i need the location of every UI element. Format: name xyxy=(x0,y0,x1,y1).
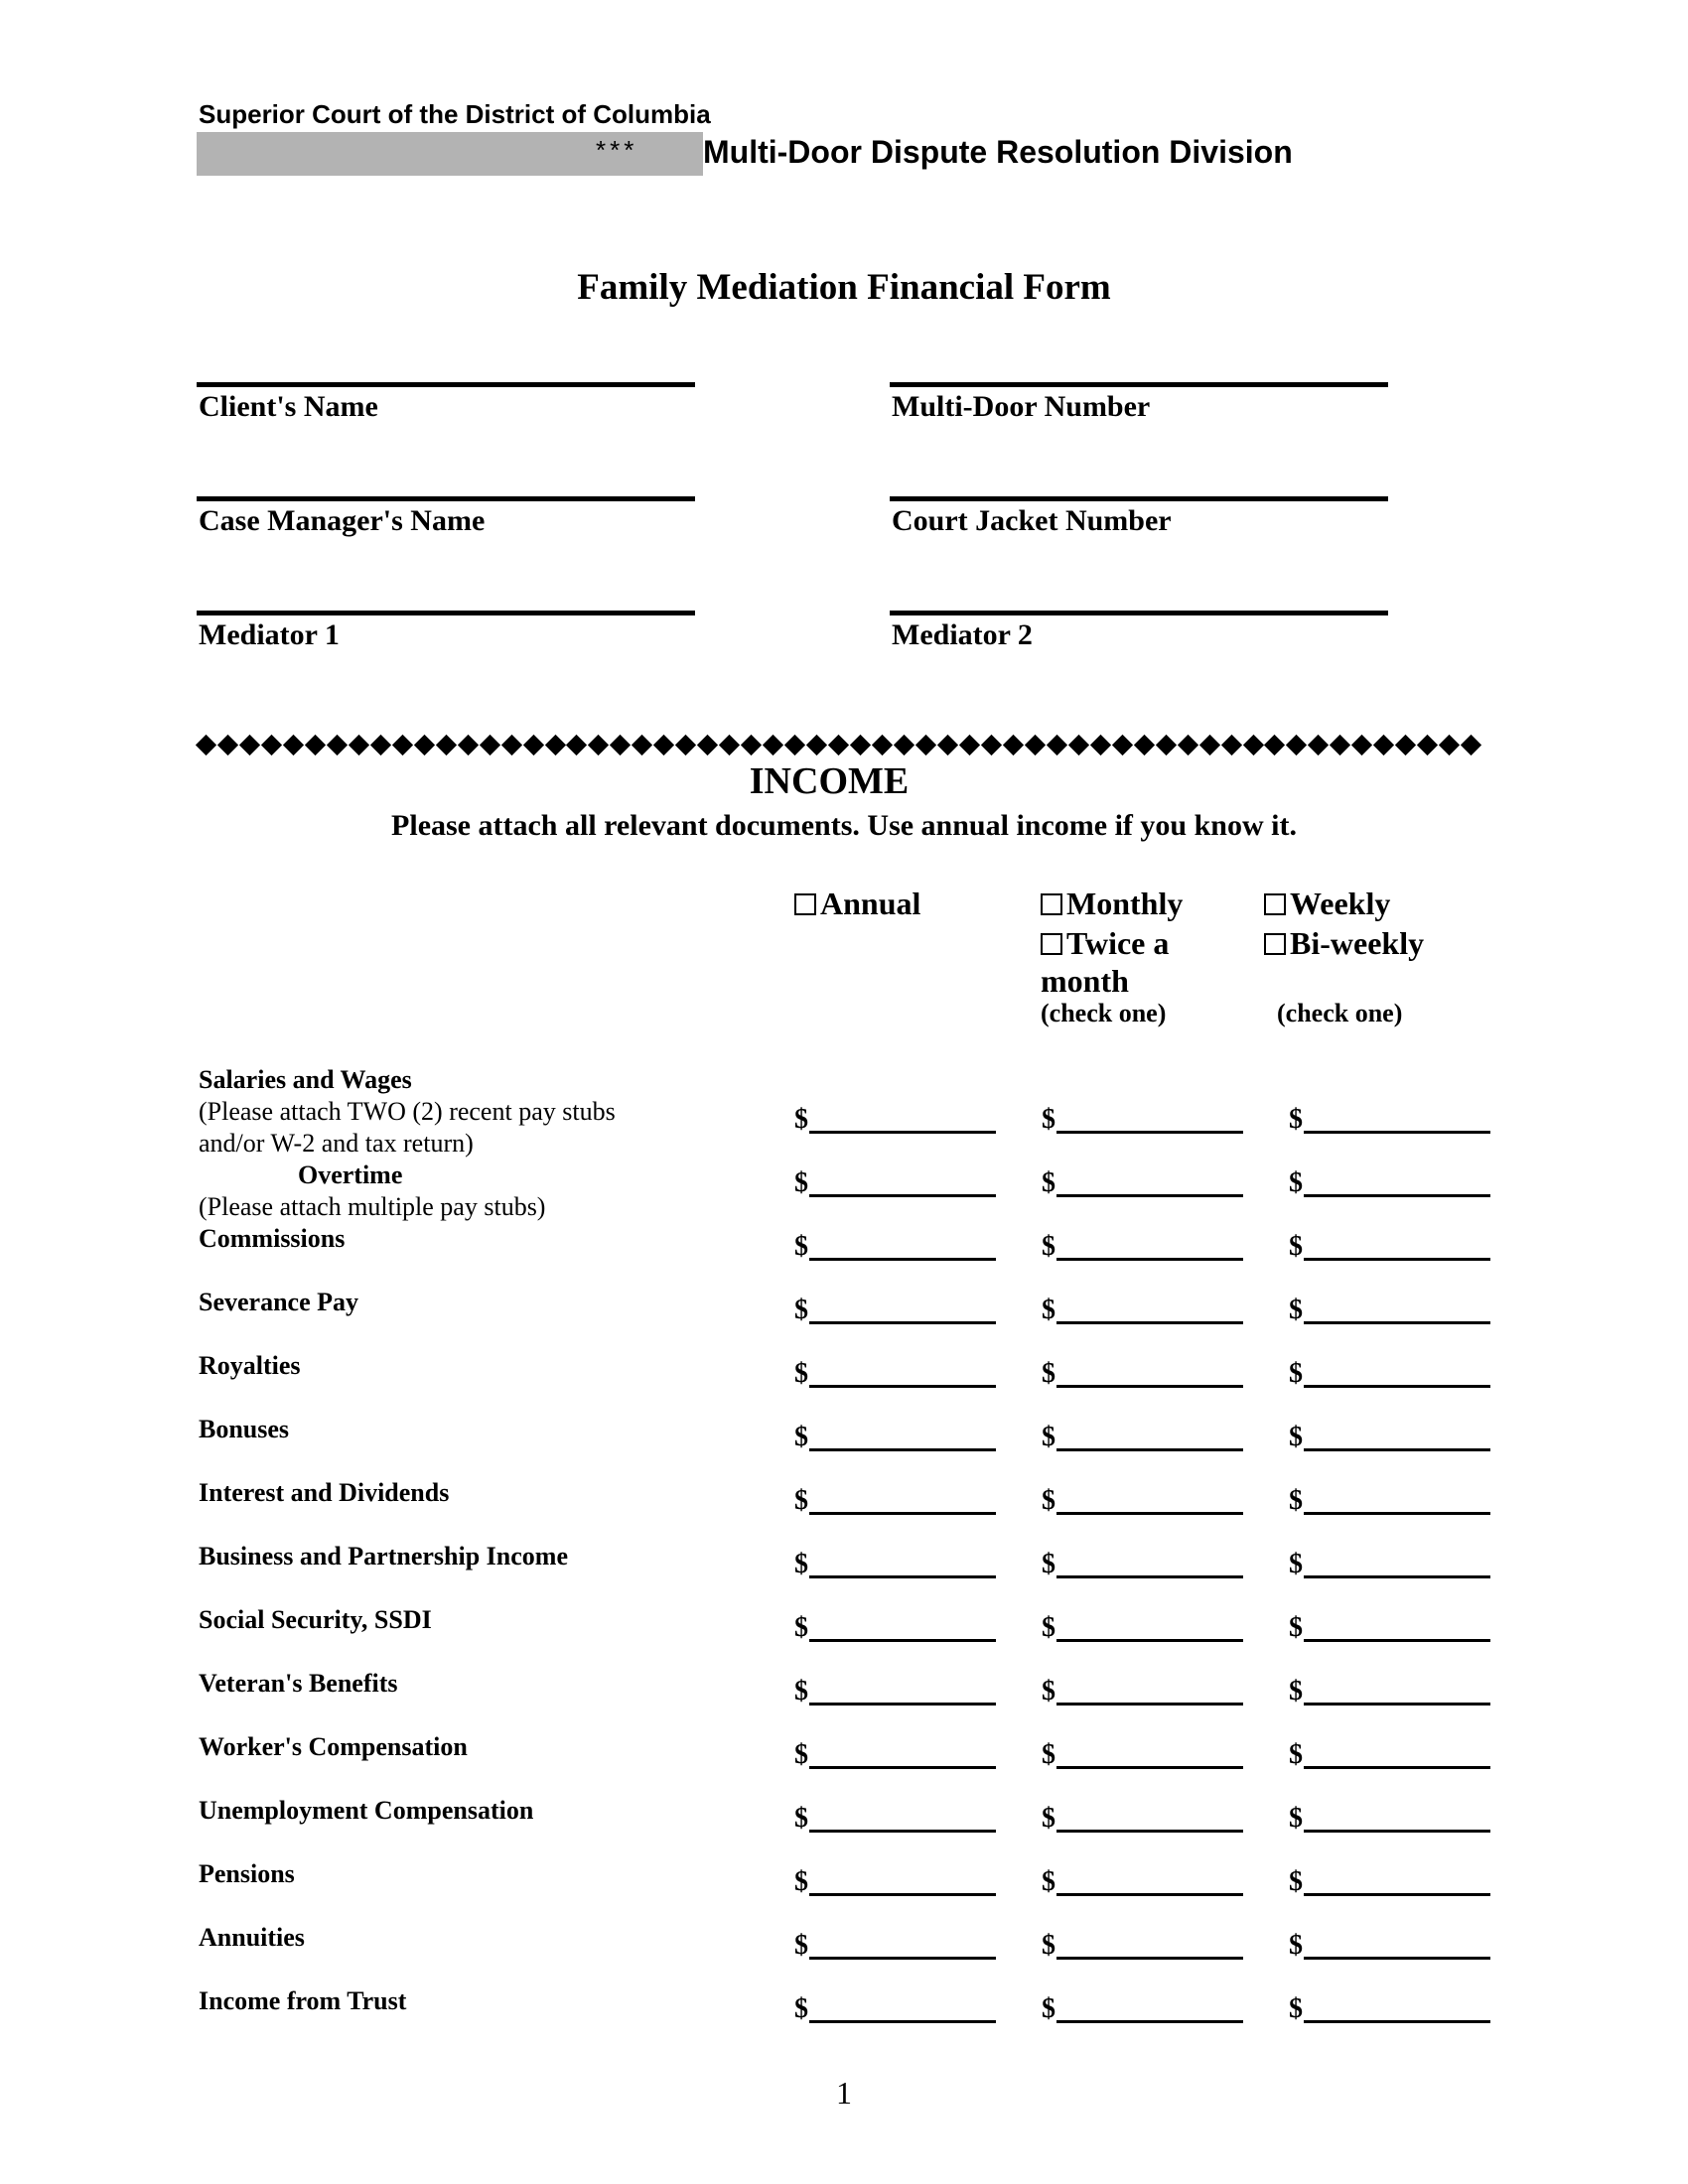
separator-diamond xyxy=(1308,734,1329,754)
annual-label: Annual xyxy=(820,886,921,921)
check-one-note: (check one) xyxy=(1277,999,1403,1027)
amount-underline[interactable] xyxy=(809,1575,996,1578)
amount-underline[interactable] xyxy=(809,1194,996,1197)
amount-underline[interactable] xyxy=(1056,2020,1243,2023)
amount-underline[interactable] xyxy=(809,1957,996,1960)
amount-underline[interactable] xyxy=(1304,2020,1490,2023)
separator-diamond xyxy=(1330,734,1350,754)
amount-underline[interactable] xyxy=(1304,1703,1490,1706)
separator-diamond xyxy=(283,734,304,754)
separator-diamond xyxy=(239,734,260,754)
dollar-sign: $ xyxy=(1289,1803,1303,1834)
row-label-veterans: Veteran's Benefits xyxy=(199,1669,398,1698)
separator-diamond xyxy=(1112,734,1133,754)
amount-underline[interactable] xyxy=(1056,1258,1243,1261)
dollar-sign: $ xyxy=(794,1930,808,1961)
separator-diamond xyxy=(653,734,674,754)
row-label-unemployment: Unemployment Compensation xyxy=(199,1796,534,1825)
separator-diamond xyxy=(566,734,587,754)
separator-diamond xyxy=(1417,734,1438,754)
amount-field-monthly-or-twice[interactable] xyxy=(1042,1418,1243,1451)
dollar-sign: $ xyxy=(1289,1358,1303,1389)
separator-diamond xyxy=(741,734,762,754)
row-label-pensions: Pensions xyxy=(199,1859,295,1888)
dollar-sign: $ xyxy=(794,1295,808,1325)
amount-field-weekly-or-biweekly[interactable] xyxy=(1289,1735,1490,1769)
case-manager-label: Case Manager's Name xyxy=(199,504,486,537)
row-note-salaries: and/or W-2 and tax return) xyxy=(199,1129,474,1158)
dollar-sign: $ xyxy=(794,1612,808,1643)
annual-option[interactable] xyxy=(794,884,920,923)
amount-underline[interactable] xyxy=(809,1321,996,1324)
separator-diamond xyxy=(392,734,413,754)
dollar-sign: $ xyxy=(1289,1549,1303,1579)
dollar-sign: $ xyxy=(794,1739,808,1770)
amount-field-annual[interactable] xyxy=(794,1862,996,1896)
dollar-sign: $ xyxy=(1289,1866,1303,1897)
amount-underline[interactable] xyxy=(1304,1893,1490,1896)
multi-door-number-line[interactable] xyxy=(890,382,1388,387)
dollar-sign: $ xyxy=(794,1231,808,1262)
separator-diamond xyxy=(305,734,326,754)
multi-door-number-label: Multi-Door Number xyxy=(892,390,1151,423)
separator-diamond xyxy=(1047,734,1067,754)
separator-diamond xyxy=(327,734,348,754)
separator-diamond xyxy=(436,734,457,754)
dollar-sign: $ xyxy=(1042,1167,1055,1198)
amount-underline[interactable] xyxy=(809,1131,996,1134)
amount-field-annual[interactable] xyxy=(794,1418,996,1451)
separator-diamond xyxy=(1025,734,1046,754)
separator-diamond xyxy=(1395,734,1416,754)
dollar-sign: $ xyxy=(1042,1739,1055,1770)
amount-field-monthly-or-twice[interactable] xyxy=(1042,1799,1243,1833)
mediator-2-line[interactable] xyxy=(890,611,1388,615)
monthly-label: Monthly xyxy=(1066,886,1184,921)
row-label-trust: Income from Trust xyxy=(199,1986,407,2015)
separator-diamond xyxy=(458,734,479,754)
separator-diamond xyxy=(544,734,565,754)
amount-underline[interactable] xyxy=(1304,1639,1490,1642)
amount-underline[interactable] xyxy=(1056,1703,1243,1706)
separator-diamond xyxy=(1264,734,1285,754)
row-label-social-security: Social Security, SSDI xyxy=(199,1605,432,1634)
amount-underline[interactable] xyxy=(809,1830,996,1833)
court-jacket-label: Court Jacket Number xyxy=(892,504,1172,537)
separator-diamond xyxy=(697,734,718,754)
amount-underline[interactable] xyxy=(1056,1448,1243,1451)
amount-underline[interactable] xyxy=(809,2020,996,2023)
separator-diamond xyxy=(588,734,609,754)
row-note-overtime: (Please attach multiple pay stubs) xyxy=(199,1192,546,1221)
row-label-workers-comp: Worker's Compensation xyxy=(199,1732,468,1761)
dollar-sign: $ xyxy=(1289,1422,1303,1452)
dollar-sign: $ xyxy=(794,1358,808,1389)
amount-field-weekly-or-biweekly[interactable] xyxy=(1289,1799,1490,1833)
dollar-sign: $ xyxy=(1042,1866,1055,1897)
page-number: 1 xyxy=(836,2075,852,2111)
amount-underline[interactable] xyxy=(809,1893,996,1896)
separator-diamond xyxy=(196,734,216,754)
separator-diamond xyxy=(1242,734,1263,754)
amount-field-weekly-or-biweekly[interactable] xyxy=(1289,1227,1490,1261)
separator-diamond xyxy=(872,734,893,754)
amount-field-monthly-or-twice[interactable] xyxy=(1042,1926,1243,1960)
separator-diamond xyxy=(828,734,849,754)
header-stars: *** xyxy=(596,135,638,165)
dollar-sign: $ xyxy=(1289,1676,1303,1706)
dollar-sign: $ xyxy=(1289,1485,1303,1516)
amount-underline[interactable] xyxy=(1056,1830,1243,1833)
amount-underline[interactable] xyxy=(1304,1194,1490,1197)
client-name-line[interactable] xyxy=(197,382,695,387)
dollar-sign: $ xyxy=(1289,1104,1303,1135)
amount-underline[interactable] xyxy=(1056,1194,1243,1197)
amount-underline[interactable] xyxy=(1056,1639,1243,1642)
amount-field-weekly-or-biweekly[interactable] xyxy=(1289,1163,1490,1197)
separator-diamond xyxy=(1156,734,1177,754)
dollar-sign: $ xyxy=(1289,1993,1303,2024)
dollar-sign: $ xyxy=(1042,1549,1055,1579)
amount-field-weekly-or-biweekly[interactable] xyxy=(1289,1100,1490,1134)
biweekly-checkbox[interactable] xyxy=(1264,933,1286,955)
weekly-checkbox[interactable] xyxy=(1264,893,1286,915)
separator-diamond xyxy=(261,734,282,754)
row-label-annuities: Annuities xyxy=(199,1923,305,1952)
amount-field-annual[interactable] xyxy=(794,1735,996,1769)
separator-diamond xyxy=(1134,734,1155,754)
separator-diamond xyxy=(479,734,499,754)
amount-field-weekly-or-biweekly[interactable] xyxy=(1289,1862,1490,1896)
amount-field-monthly-or-twice[interactable] xyxy=(1042,1227,1243,1261)
amount-field-monthly-or-twice[interactable] xyxy=(1042,1735,1243,1769)
dollar-sign: $ xyxy=(1289,1612,1303,1643)
separator-diamond xyxy=(894,734,914,754)
separator-diamond xyxy=(1068,734,1089,754)
amount-underline[interactable] xyxy=(809,1766,996,1769)
amount-field-annual[interactable] xyxy=(794,1354,996,1388)
dollar-sign: $ xyxy=(794,1104,808,1135)
dollar-sign: $ xyxy=(1289,1231,1303,1262)
form-title: Family Mediation Financial Form xyxy=(577,267,1111,308)
row-label-interest: Interest and Dividends xyxy=(199,1478,450,1507)
dollar-sign: $ xyxy=(794,1549,808,1579)
amount-field-weekly-or-biweekly[interactable] xyxy=(1289,1672,1490,1706)
dollar-sign: $ xyxy=(1042,1104,1055,1135)
amount-field-monthly-or-twice[interactable] xyxy=(1042,1163,1243,1197)
dollar-sign: $ xyxy=(794,1485,808,1516)
amount-underline[interactable] xyxy=(1304,1575,1490,1578)
separator-diamond xyxy=(1461,734,1481,754)
check-one-note: (check one) xyxy=(1041,999,1167,1027)
twice-a-month-option[interactable] xyxy=(1041,923,1169,963)
case-manager-line[interactable] xyxy=(197,496,695,501)
separator-diamond xyxy=(784,734,805,754)
separator-diamond xyxy=(1177,734,1197,754)
amount-underline[interactable] xyxy=(1304,1766,1490,1769)
amount-underline[interactable] xyxy=(1056,1766,1243,1769)
amount-underline[interactable] xyxy=(809,1258,996,1261)
amount-field-annual[interactable] xyxy=(794,1608,996,1642)
row-label-severance: Severance Pay xyxy=(199,1288,359,1316)
amount-field-weekly-or-biweekly[interactable] xyxy=(1289,1608,1490,1642)
separator-diamond xyxy=(959,734,980,754)
amount-field-monthly-or-twice[interactable] xyxy=(1042,1862,1243,1896)
mediator-1-label: Mediator 1 xyxy=(199,618,340,651)
amount-underline[interactable] xyxy=(1304,1258,1490,1261)
separator-diamond xyxy=(1198,734,1219,754)
amount-field-monthly-or-twice[interactable] xyxy=(1042,1545,1243,1578)
amount-field-annual[interactable] xyxy=(794,1163,996,1197)
amount-field-weekly-or-biweekly[interactable] xyxy=(1289,1291,1490,1324)
amount-underline[interactable] xyxy=(1056,1893,1243,1896)
amount-underline[interactable] xyxy=(809,1703,996,1706)
amount-underline[interactable] xyxy=(1304,1321,1490,1324)
row-label-bonuses: Bonuses xyxy=(199,1415,290,1443)
amount-field-annual[interactable] xyxy=(794,1672,996,1706)
amount-underline[interactable] xyxy=(1304,1385,1490,1388)
client-name-label: Client's Name xyxy=(199,390,378,423)
amount-field-annual[interactable] xyxy=(794,1227,996,1261)
amount-field-weekly-or-biweekly[interactable] xyxy=(1289,1926,1490,1960)
separator-diamond xyxy=(763,734,783,754)
amount-field-weekly-or-biweekly[interactable] xyxy=(1289,1989,1490,2023)
dollar-sign: $ xyxy=(1289,1295,1303,1325)
monthly-option[interactable] xyxy=(1041,884,1183,923)
amount-underline[interactable] xyxy=(1304,1957,1490,1960)
separator-diamond xyxy=(1351,734,1372,754)
diamond-separator xyxy=(199,730,1479,759)
separator-diamond xyxy=(1003,734,1024,754)
separator-diamond xyxy=(915,734,936,754)
biweekly-label: Bi-weekly xyxy=(1290,925,1425,961)
separator-diamond xyxy=(719,734,740,754)
separator-diamond xyxy=(850,734,871,754)
separator-diamond xyxy=(1286,734,1307,754)
amount-field-annual[interactable] xyxy=(794,1545,996,1578)
separator-diamond xyxy=(1439,734,1460,754)
row-label-royalties: Royalties xyxy=(199,1351,301,1380)
amount-underline[interactable] xyxy=(1056,1385,1243,1388)
amount-field-weekly-or-biweekly[interactable] xyxy=(1289,1481,1490,1515)
dollar-sign: $ xyxy=(1042,1231,1055,1262)
separator-diamond xyxy=(217,734,238,754)
amount-field-monthly-or-twice[interactable] xyxy=(1042,1672,1243,1706)
amount-field-annual[interactable] xyxy=(794,1989,996,2023)
dollar-sign: $ xyxy=(794,1167,808,1198)
row-note-salaries: (Please attach TWO (2) recent pay stubs xyxy=(199,1097,616,1126)
dollar-sign: $ xyxy=(1042,1358,1055,1389)
amount-underline[interactable] xyxy=(1304,1512,1490,1515)
dollar-sign: $ xyxy=(1042,1612,1055,1643)
amount-underline[interactable] xyxy=(809,1448,996,1451)
amount-field-monthly-or-twice[interactable] xyxy=(1042,1608,1243,1642)
dollar-sign: $ xyxy=(1289,1739,1303,1770)
monthly-checkbox[interactable] xyxy=(1041,893,1062,915)
income-subtitle: Please attach all relevant documents. Use annual income if you know it. xyxy=(391,809,1297,842)
weekly-option[interactable] xyxy=(1264,884,1390,923)
amount-field-monthly-or-twice[interactable] xyxy=(1042,1291,1243,1324)
separator-diamond xyxy=(1090,734,1111,754)
dollar-sign: $ xyxy=(1042,1930,1055,1961)
amount-field-monthly-or-twice[interactable] xyxy=(1042,1989,1243,2023)
amount-underline[interactable] xyxy=(809,1639,996,1642)
amount-field-weekly-or-biweekly[interactable] xyxy=(1289,1545,1490,1578)
amount-underline[interactable] xyxy=(1056,1575,1243,1578)
dollar-sign: $ xyxy=(794,1993,808,2024)
amount-field-monthly-or-twice[interactable] xyxy=(1042,1100,1243,1134)
separator-diamond xyxy=(349,734,369,754)
amount-field-monthly-or-twice[interactable] xyxy=(1042,1481,1243,1515)
separator-diamond xyxy=(632,734,652,754)
dollar-sign: $ xyxy=(1042,1676,1055,1706)
dollar-sign: $ xyxy=(794,1422,808,1452)
amount-underline[interactable] xyxy=(809,1385,996,1388)
amount-underline[interactable] xyxy=(1056,1512,1243,1515)
dollar-sign: $ xyxy=(1289,1930,1303,1961)
amount-underline[interactable] xyxy=(1304,1830,1490,1833)
amount-field-annual[interactable] xyxy=(794,1481,996,1515)
dollar-sign: $ xyxy=(1042,1993,1055,2024)
separator-diamond xyxy=(806,734,827,754)
biweekly-option[interactable] xyxy=(1264,923,1424,963)
dollar-sign: $ xyxy=(1042,1485,1055,1516)
row-label-overtime: Overtime xyxy=(298,1160,403,1189)
row-label-commissions: Commissions xyxy=(199,1224,346,1253)
amount-underline[interactable] xyxy=(1056,1321,1243,1324)
court-name: Superior Court of the District of Columbia xyxy=(199,99,711,129)
separator-diamond xyxy=(522,734,543,754)
amount-underline[interactable] xyxy=(809,1512,996,1515)
mediator-2-label: Mediator 2 xyxy=(892,618,1033,651)
amount-field-annual[interactable] xyxy=(794,1100,996,1134)
separator-diamond xyxy=(937,734,958,754)
separator-diamond xyxy=(610,734,631,754)
income-title: INCOME xyxy=(749,760,910,802)
amount-field-weekly-or-biweekly[interactable] xyxy=(1289,1418,1490,1451)
annual-checkbox[interactable] xyxy=(794,893,816,915)
twice-a-label: Twice a xyxy=(1066,925,1170,961)
division-name: Multi-Door Dispute Resolution Division xyxy=(703,134,1293,170)
amount-field-monthly-or-twice[interactable] xyxy=(1042,1354,1243,1388)
row-label-salaries: Salaries and Wages xyxy=(199,1065,412,1094)
separator-diamond xyxy=(675,734,696,754)
dollar-sign: $ xyxy=(794,1676,808,1706)
separator-diamond xyxy=(414,734,435,754)
dollar-sign: $ xyxy=(1042,1803,1055,1834)
mediator-1-line[interactable] xyxy=(197,611,695,615)
dollar-sign: $ xyxy=(794,1803,808,1834)
amount-field-annual[interactable] xyxy=(794,1926,996,1960)
month-label: month xyxy=(1041,963,1129,999)
separator-diamond xyxy=(981,734,1002,754)
row-label-business: Business and Partnership Income xyxy=(199,1542,568,1570)
court-jacket-line[interactable] xyxy=(890,496,1388,501)
amount-underline[interactable] xyxy=(1056,1957,1243,1960)
amount-underline[interactable] xyxy=(1304,1131,1490,1134)
amount-underline[interactable] xyxy=(1056,1131,1243,1134)
separator-diamond xyxy=(1220,734,1241,754)
amount-underline[interactable] xyxy=(1304,1448,1490,1451)
twice-a-month-checkbox[interactable] xyxy=(1041,933,1062,955)
dollar-sign: $ xyxy=(794,1866,808,1897)
amount-field-weekly-or-biweekly[interactable] xyxy=(1289,1354,1490,1388)
separator-diamond xyxy=(1373,734,1394,754)
dollar-sign: $ xyxy=(1042,1422,1055,1452)
amount-field-annual[interactable] xyxy=(794,1799,996,1833)
dollar-sign: $ xyxy=(1289,1167,1303,1198)
weekly-label: Weekly xyxy=(1290,886,1391,921)
dollar-sign: $ xyxy=(1042,1295,1055,1325)
separator-diamond xyxy=(370,734,391,754)
amount-field-annual[interactable] xyxy=(794,1291,996,1324)
separator-diamond xyxy=(500,734,521,754)
